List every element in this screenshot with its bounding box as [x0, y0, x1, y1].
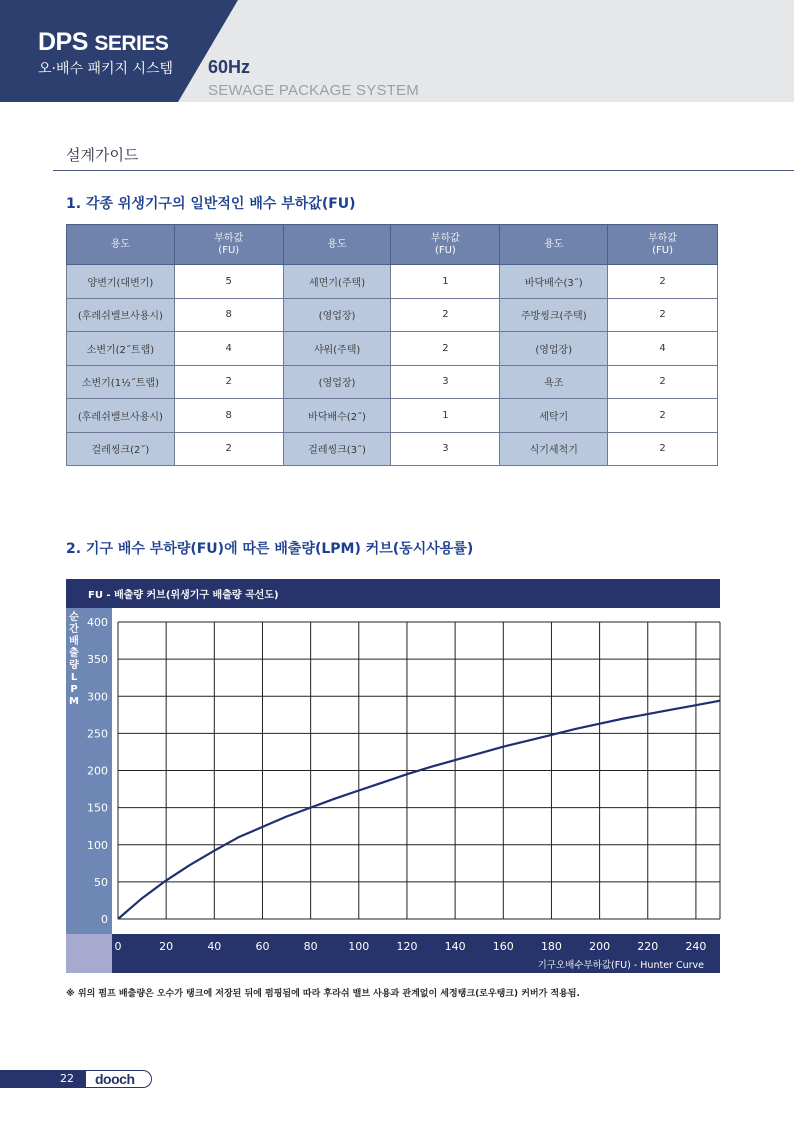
x-tick-label: 80	[303, 940, 318, 953]
y-tick-label: 300	[87, 690, 108, 704]
fixture-name-cell: 소변기(2˝트랩)	[67, 332, 175, 366]
fixture-name-cell: (영업장)	[500, 332, 608, 366]
fu-value-cell: 1	[391, 265, 500, 299]
fu-value-cell: 4	[174, 332, 283, 366]
header-label: 용도	[544, 238, 564, 250]
fu-value-cell: 5	[174, 265, 283, 299]
fu-value-cell: 2	[608, 365, 718, 399]
fu-value-cell: 4	[608, 332, 718, 366]
y-tick-label: 0	[101, 913, 108, 926]
frequency-label: 60Hz	[208, 57, 251, 77]
y-axis-label: 순간배출량LPM	[69, 612, 79, 707]
x-tick-label: 200	[589, 940, 611, 953]
fixture-name-cell: 걸레씽크(3˝)	[283, 432, 391, 466]
header-unit: (FU)	[652, 244, 673, 256]
header-label: 부하값	[648, 232, 678, 244]
fixture-name-cell: (영업장)	[283, 365, 391, 399]
fu-value-cell: 2	[174, 365, 283, 399]
header-unit: (FU)	[434, 244, 456, 256]
chart-title: FU - 배출량 커브(위생기구 배출량 곡선도)	[88, 590, 279, 601]
fixture-name-cell: 세면기(주택)	[283, 265, 391, 299]
header-unit: (FU)	[218, 244, 240, 256]
x-tick-label: 240	[685, 940, 707, 953]
x-tick-label: 160	[492, 940, 514, 953]
x-tick-label: 60	[255, 940, 270, 953]
logo-text: dooch	[95, 1071, 135, 1087]
series-word: SERIES	[94, 32, 169, 55]
header-english-title: SEWAGE PACKAGE SYSTEM	[208, 82, 419, 99]
x-tick-label: 100	[348, 940, 370, 953]
fu-value-cell: 1	[391, 399, 500, 433]
fixture-name-cell: 양변기(대변기)	[67, 265, 175, 299]
x-tick-label: 20	[159, 940, 174, 953]
fixture-name-cell: (영업장)	[283, 298, 391, 332]
chart-note: ※ 위의 펌프 배출량은 오수가 탱크에 저장된 뒤에 펌핑됨에 따라 후라쉬 밸브 사용과 관계없이 세정탱크(로우탱크) 커버가 적용됨.	[66, 989, 580, 999]
y-tick-label: 400	[87, 616, 108, 629]
fu-value-cell: 2	[608, 432, 718, 466]
y-tick-label: 350	[87, 653, 108, 667]
page-number: 22	[60, 1072, 74, 1085]
y-tick-label: 200	[87, 764, 108, 778]
fixture-name-cell: 바닥배수(2˝)	[283, 399, 391, 433]
fu-value-cell: 2	[608, 265, 718, 299]
section-title: 설계가이드	[66, 146, 139, 164]
fu-value-cell: 2	[608, 298, 718, 332]
fu-value-cell: 2	[608, 399, 718, 433]
table-heading: 1. 각종 위생기구의 일반적인 배수 부하값(FU)	[66, 196, 356, 212]
fu-value-cell: 8	[174, 298, 283, 332]
chart-heading: 2. 기구 배수 부하량(FU)에 따른 배출량(LPM) 커브(동시사용률)	[66, 541, 474, 557]
x-axis-label: 기구오배수부하값(FU) - Hunter Curve	[537, 960, 704, 971]
fixture-name-cell: 욕조	[500, 365, 608, 399]
fu-value-cell: 2	[174, 432, 283, 466]
x-tick-label: 140	[444, 940, 466, 953]
fu-value-cell: 3	[391, 365, 500, 399]
fixture-name-cell: 소변기(1½˝트랩)	[67, 365, 175, 399]
fu-value-cell: 2	[391, 332, 500, 366]
y-tick-label: 150	[87, 801, 108, 815]
fixture-name-cell: (후레쉬밸브사용시)	[67, 298, 175, 332]
fixture-name-cell: 주방씽크(주택)	[500, 298, 608, 332]
x-tick-label: 120	[396, 940, 418, 953]
header-label: 부하값	[430, 232, 460, 244]
y-tick-label: 50	[94, 875, 108, 889]
fixture-name-cell: (후레쉬밸브사용시)	[67, 399, 175, 433]
header-label: 용도	[327, 238, 347, 250]
fixture-name-cell: 세탁기	[500, 399, 608, 433]
x-tick-label: 180	[540, 940, 562, 953]
series-main: DPS	[38, 28, 88, 56]
x-tick-label: 220	[637, 940, 659, 953]
fu-value-cell: 8	[174, 399, 283, 433]
fixture-name-cell: 식기세척기	[500, 432, 608, 466]
fu-value-cell: 2	[391, 298, 500, 332]
y-tick-label: 250	[87, 727, 108, 741]
header-label: 부하값	[214, 232, 244, 244]
x-tick-label: 40	[207, 940, 222, 953]
header-label: 용도	[110, 238, 131, 250]
fixture-name-cell: 샤워(주택)	[283, 332, 391, 366]
header-subtitle: 오·배수 패키지 시스템	[38, 61, 174, 77]
fu-value-cell: 3	[391, 432, 500, 466]
brand-logo	[86, 1070, 152, 1088]
fixture-name-cell: 바닥배수(3˝)	[500, 265, 608, 299]
fixture-name-cell: 걸레씽크(2˝)	[67, 432, 175, 466]
x-tick-label: 0	[114, 940, 122, 953]
y-tick-label: 100	[87, 838, 108, 852]
